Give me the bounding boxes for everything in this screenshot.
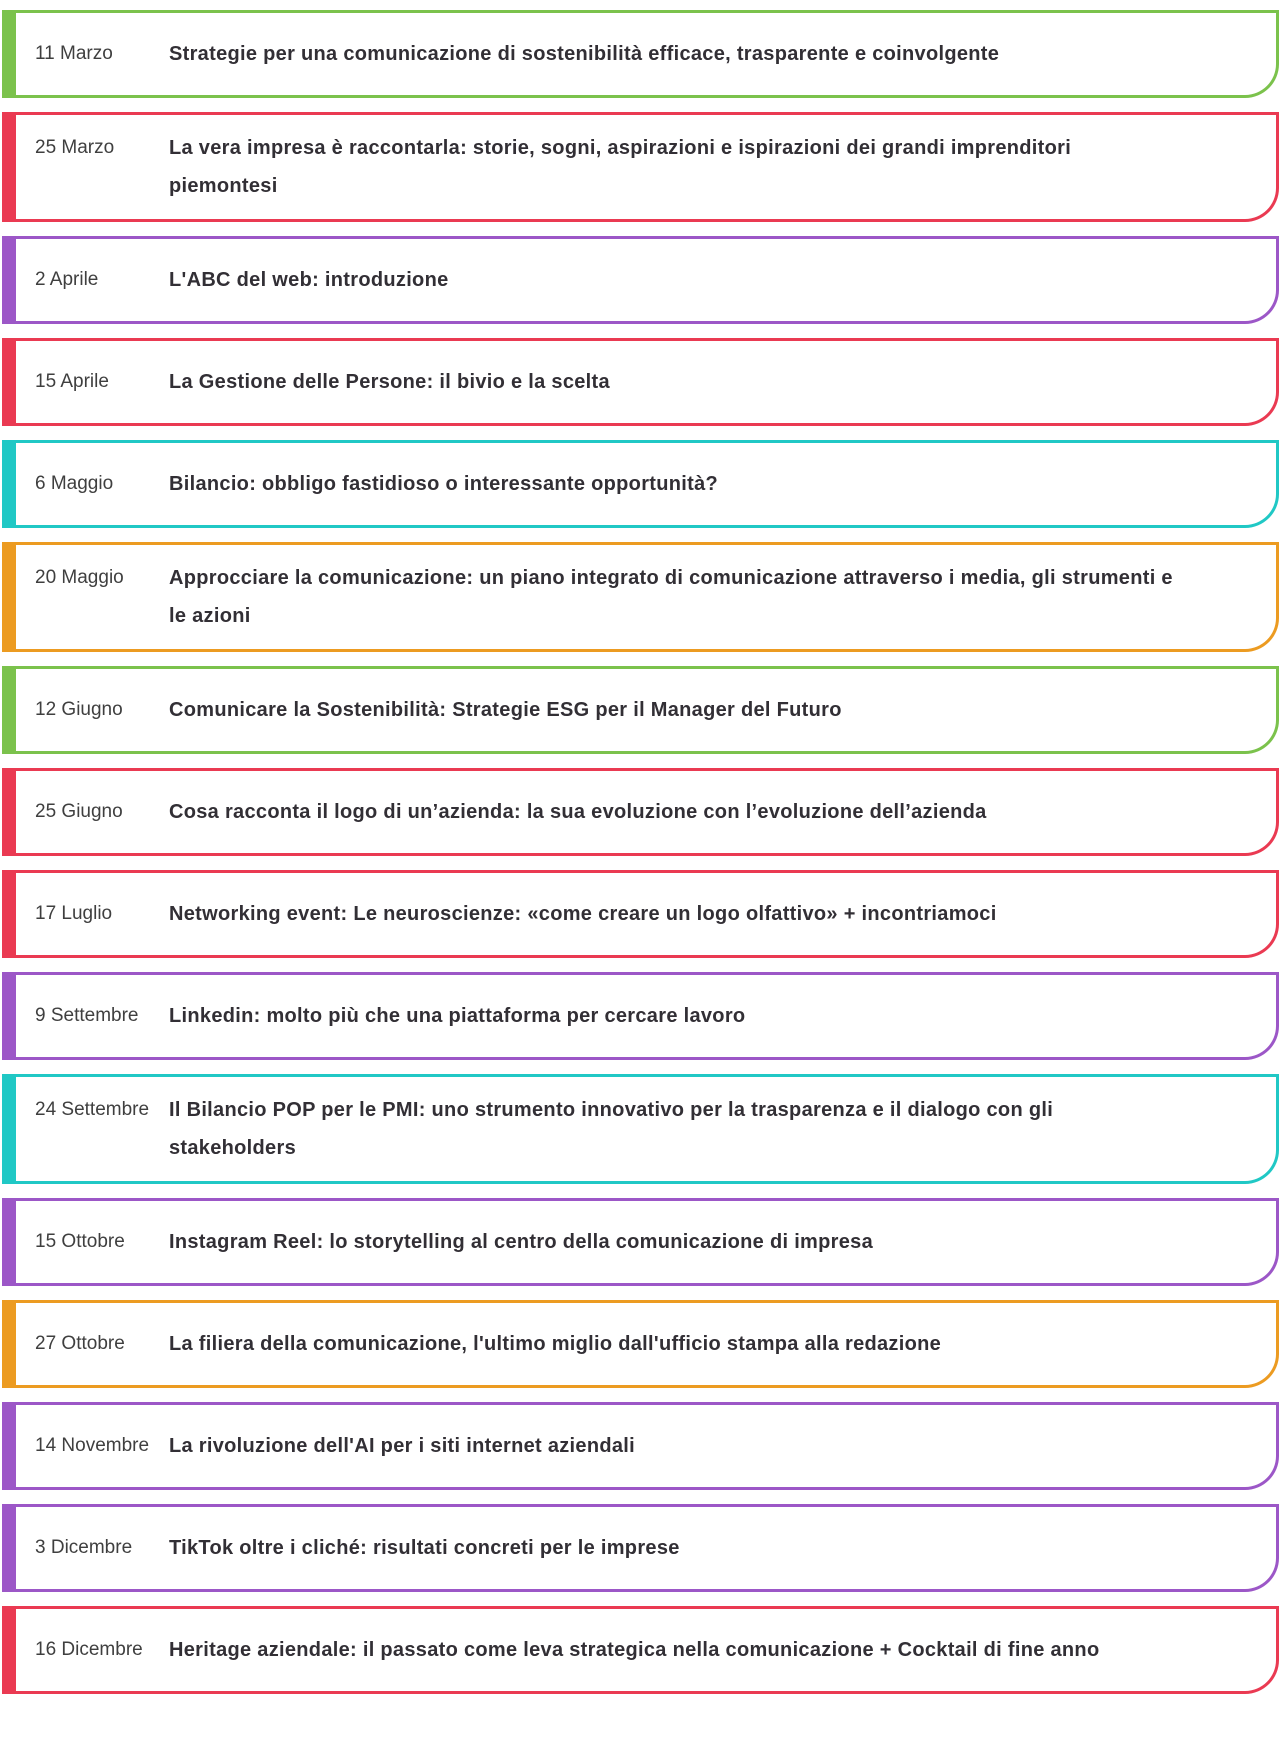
event-card [2,236,1279,324]
event-title: Strategie per una comunicazione di sostenibilità efficace, trasparente e coinvolgente [169,43,1000,65]
event-title: Approcciare la comunicazione: un piano integrato di comunicazione attraverso i media, gli strumenti e le azioni [169,567,1173,627]
event-title: Cosa racconta il logo di un’azienda: la sua evoluzione con l’evoluzione dell’azienda [169,801,987,823]
event-date: 14 Novembre [35,1435,150,1456]
event-title: Instagram Reel: lo storytelling al centro della comunicazione di impresa [169,1231,874,1253]
event-title: La rivoluzione dell'AI per i siti internet aziendali [169,1435,635,1457]
event-date: 25 Giugno [35,801,123,822]
event-date: 24 Settembre [35,1099,150,1120]
event-card [2,338,1279,426]
event-title: Il Bilancio POP per le PMI: uno strumento innovativo per la trasparenza e il dialogo con gli stakeholders [169,1099,1054,1159]
event-title: TikTok oltre i cliché: risultati concreti per le imprese [169,1537,680,1559]
event-card [2,870,1279,958]
event-date: 9 Settembre [35,1005,139,1026]
event-date: 2 Aprile [35,269,99,290]
event-date: 16 Dicembre [35,1639,143,1660]
event-card [2,10,1279,98]
event-card [2,1402,1279,1490]
event-card [2,112,1279,222]
event-date: 20 Maggio [35,567,124,588]
event-card [2,440,1279,528]
event-card [2,1504,1279,1592]
event-card [2,666,1279,754]
event-date: 27 Ottobre [35,1333,125,1354]
event-date: 3 Dicembre [35,1537,133,1558]
event-title: Heritage aziendale: il passato come leva strategica nella comunicazione + Cocktail di fine anno [169,1639,1100,1661]
event-title: L'ABC del web: introduzione [169,269,449,291]
event-date: 17 Luglio [35,903,113,924]
event-card [2,1074,1279,1184]
event-card [2,542,1279,652]
event-title: Comunicare la Sostenibilità: Strategie ESG per il Manager del Futuro [169,699,842,721]
event-date: 6 Maggio [35,473,114,494]
event-card [2,768,1279,856]
event-title: La Gestione delle Persone: il bivio e la scelta [169,371,610,393]
event-title: La vera impresa è raccontarla: storie, sogni, aspirazioni e ispirazioni dei grandi imprenditori piemontesi [169,137,1072,197]
event-card [2,1606,1279,1694]
event-card [2,972,1279,1060]
event-card [2,1300,1279,1388]
event-title: La filiera della comunicazione, l'ultimo miglio dall'ufficio stampa alla redazione [169,1333,942,1355]
event-date: 15 Ottobre [35,1231,125,1252]
event-date: 25 Marzo [35,137,115,158]
event-date: 11 Marzo [35,43,113,64]
event-date: 12 Giugno [35,699,123,720]
event-date: 15 Aprile [35,371,109,392]
event-title: Networking event: Le neuroscienze: «come creare un logo olfattivo» + incontriamoci [169,903,997,925]
event-title: Linkedin: molto più che una piattaforma per cercare lavoro [169,1005,746,1027]
event-title: Bilancio: obbligo fastidioso o interessante opportunità? [169,473,719,495]
event-card [2,1198,1279,1286]
